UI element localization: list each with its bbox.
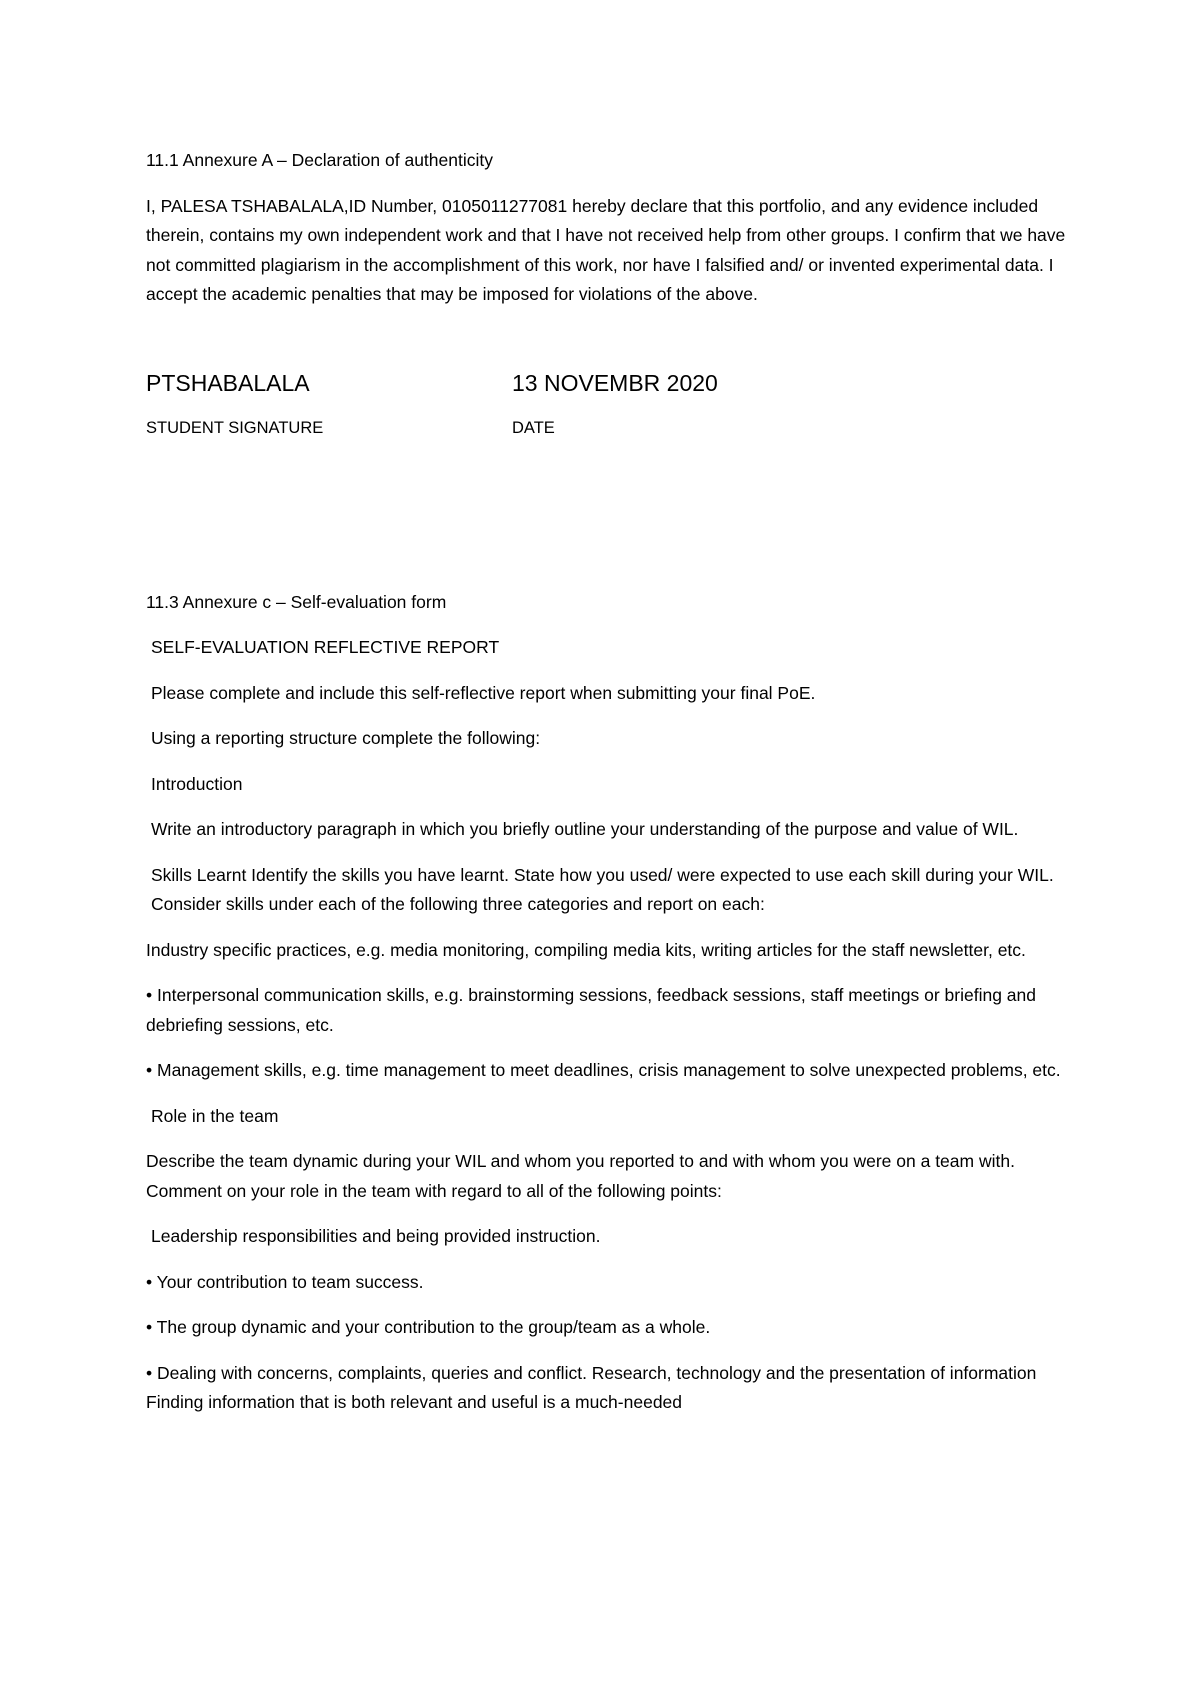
bullet-item: • Management skills, e.g. time management to meet deadlines, crisis management to solve unexpected problems, etc. [146,1060,1061,1080]
bullet-item: • The group dynamic and your contribution to the group/team as a whole. [146,1317,711,1337]
instruction-paragraph: Please complete and include this self-reflective report when submitting your final PoE. [151,682,816,703]
leadership-paragraph: Leadership responsibilities and being provided instruction. [151,1226,601,1246]
signature-values-row [146,368,1066,398]
bullet-item: • Your contribution to team success. [146,1271,424,1292]
date-label: DATE [512,418,555,437]
introduction-paragraph: Write an introductory paragraph in which you briefly outline your understanding of the purpose and value of WIL. [151,819,1019,839]
annexure-a-heading: 11.1 Annexure A – Declaration of authenticity [146,150,493,170]
bullet-item: • Dealing with concerns, complaints, queries and conflict. Research, technology and the presentation of information Finding information that is both relevant and useful is a much-needed [146,1362,1037,1412]
introduction-subheading: Introduction [151,773,243,794]
report-title: SELF-EVALUATION REFLECTIVE REPORT [151,637,500,657]
signature-labels-row [146,414,1066,442]
declaration-paragraph: I, PALESA TSHABALALA,ID Number, 0105011277081 hereby declare that this portfolio, and any evidence included therein, contains my own independent work and that I have not received help from other groups. I confirm that we have not committed plagiarism in the accomplishment of this work, nor have I falsified and/ or invented experimental data. I accept the academic penalties that may be imposed for violations of the above. [146,195,1066,304]
student-signature-value: PTSHABALALA [146,369,310,396]
industry-practices-paragraph: Industry specific practices, e.g. media monitoring, compiling media kits, writing articles for the staff newsletter, etc. [146,939,1026,960]
annexure-c-heading: 11.3 Annexure c – Self-evaluation form [146,591,447,612]
student-signature-label: STUDENT SIGNATURE [146,418,324,437]
team-dynamic-paragraph: Describe the team dynamic during your WIL and whom you reported to and with whom you were on a team with. Comment on your role in the team with regard to all of the following points: [146,1151,1015,1201]
skills-learnt-paragraph: Skills Learnt Identify the skills you have learnt. State how you used/ were expected to use each skill during your WIL. Consider skills under each of the following three categories and report on each: [151,864,1054,914]
instruction-paragraph: Using a reporting structure complete the following: [151,728,541,748]
bullet-item: • Interpersonal communication skills, e.g. brainstorming sessions, feedback sessions, staff meetings or briefing and debriefing sessions, etc. [146,985,1036,1035]
role-in-team-subheading: Role in the team [151,1105,279,1126]
page-content [146,146,1066,1434]
annexure-c-section [146,588,1066,1418]
date-value: 13 NOVEMBR 2020 [512,369,718,396]
